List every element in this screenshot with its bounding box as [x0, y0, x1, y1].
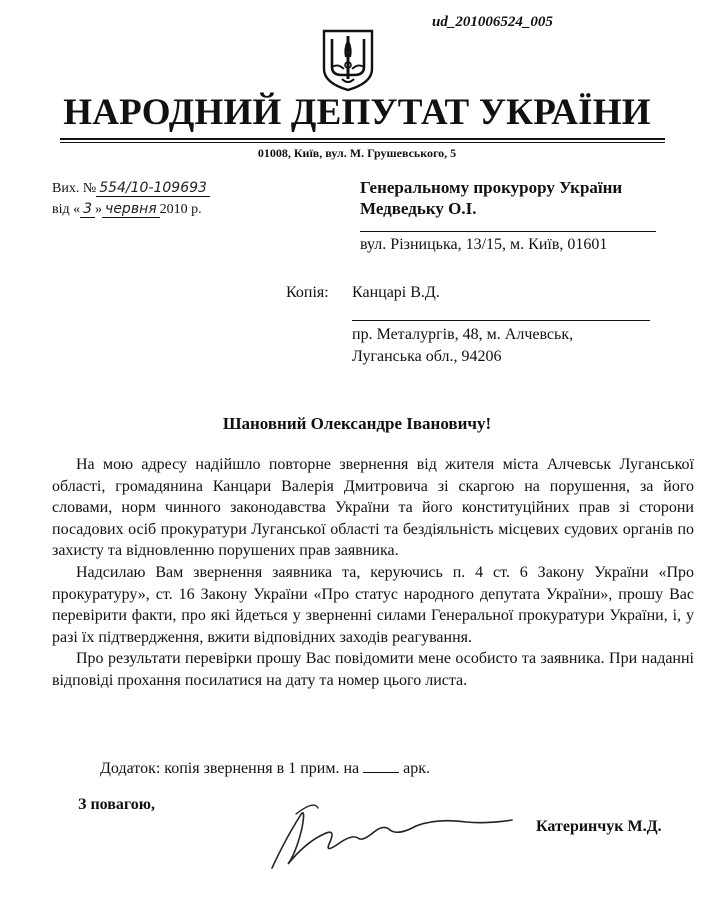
trident-icon — [320, 27, 376, 93]
paragraph: На мою адресу надійшло повторне звернення від жителя міста Алчевськ Луганської області, громадянина Канцари Валерія Дмитровича зі скаргою на порушення, за його словами, норм чинного законодавства України та його конституційних прав зі сторони посадових осіб прокуратури Луганської області та бездіяльність місцевих судових органів по захисту та відновленню порушених прав заявника. — [52, 456, 694, 560]
outgoing-number-value: 554/10-109693 — [96, 180, 210, 197]
letter-body — [52, 454, 694, 692]
copy-address — [352, 324, 573, 368]
paragraph: Надсилаю Вам звернення заявника та, керуючись п. 4 ст. 6 Закону України «Про прокуратуру», ст. 16 Закону України «Про статус народного депутата України», прошу Вас перевірити факти, про які йдеться у зверненні силами Генеральної прокуратури України, і, у разі їх підтвердження, вжити відповідних заходів реагування. — [52, 563, 694, 646]
page-title: НАРОДНИЙ ДЕПУТАТ УКРАЇНИ — [63, 92, 651, 133]
signature — [266, 798, 516, 878]
attachment-suffix: арк. — [403, 760, 430, 777]
recipient-block — [360, 177, 622, 219]
copy-address-line1: пр. Металургів, 48, м. Алчевськ, — [352, 326, 574, 343]
outgoing-label: Вих. № — [52, 181, 97, 196]
copy-name: Канцарі В.Д. — [352, 284, 440, 301]
date-prefix: від « — [52, 202, 81, 217]
header-divider-thin — [60, 142, 665, 143]
outgoing-number — [52, 180, 210, 197]
closing-regards: З повагою, — [78, 796, 155, 813]
paragraph: Про результати перевірки прошу Вас повідомити мене особисто та заявника. При наданні відповіді прохання посилатися на дату та номер цього листа. — [52, 650, 694, 689]
document-id: ud_201006524_005 — [432, 14, 553, 30]
recipient-line2: Медведьку О.І. — [360, 199, 477, 218]
attachment-line — [100, 758, 430, 778]
date-mid: » — [95, 202, 103, 217]
sender-address: 01008, Київ, вул. М. Грушевського, 5 — [257, 146, 457, 160]
copy-address-line2: Луганська обл., 94206 — [352, 348, 502, 365]
date-day: 3 — [80, 201, 95, 218]
recipient-divider — [360, 231, 656, 232]
recipient-address: вул. Різницька, 13/15, м. Київ, 01601 — [360, 236, 608, 253]
date-year: 2010 р. — [159, 202, 202, 217]
date-month: червня — [102, 201, 160, 218]
copy-divider — [352, 320, 650, 321]
recipient-line1: Генеральному прокурору України — [360, 178, 623, 197]
attachment-blank — [363, 758, 399, 773]
outgoing-date — [52, 201, 202, 218]
salutation: Шановний Олександре Івановичу! — [222, 414, 492, 433]
attachment-text: Додаток: копія звернення в 1 прим. на — [100, 760, 360, 777]
header-divider — [60, 138, 665, 140]
copy-label: Копія: — [286, 284, 329, 301]
signer-name: Катеринчук М.Д. — [536, 818, 662, 835]
